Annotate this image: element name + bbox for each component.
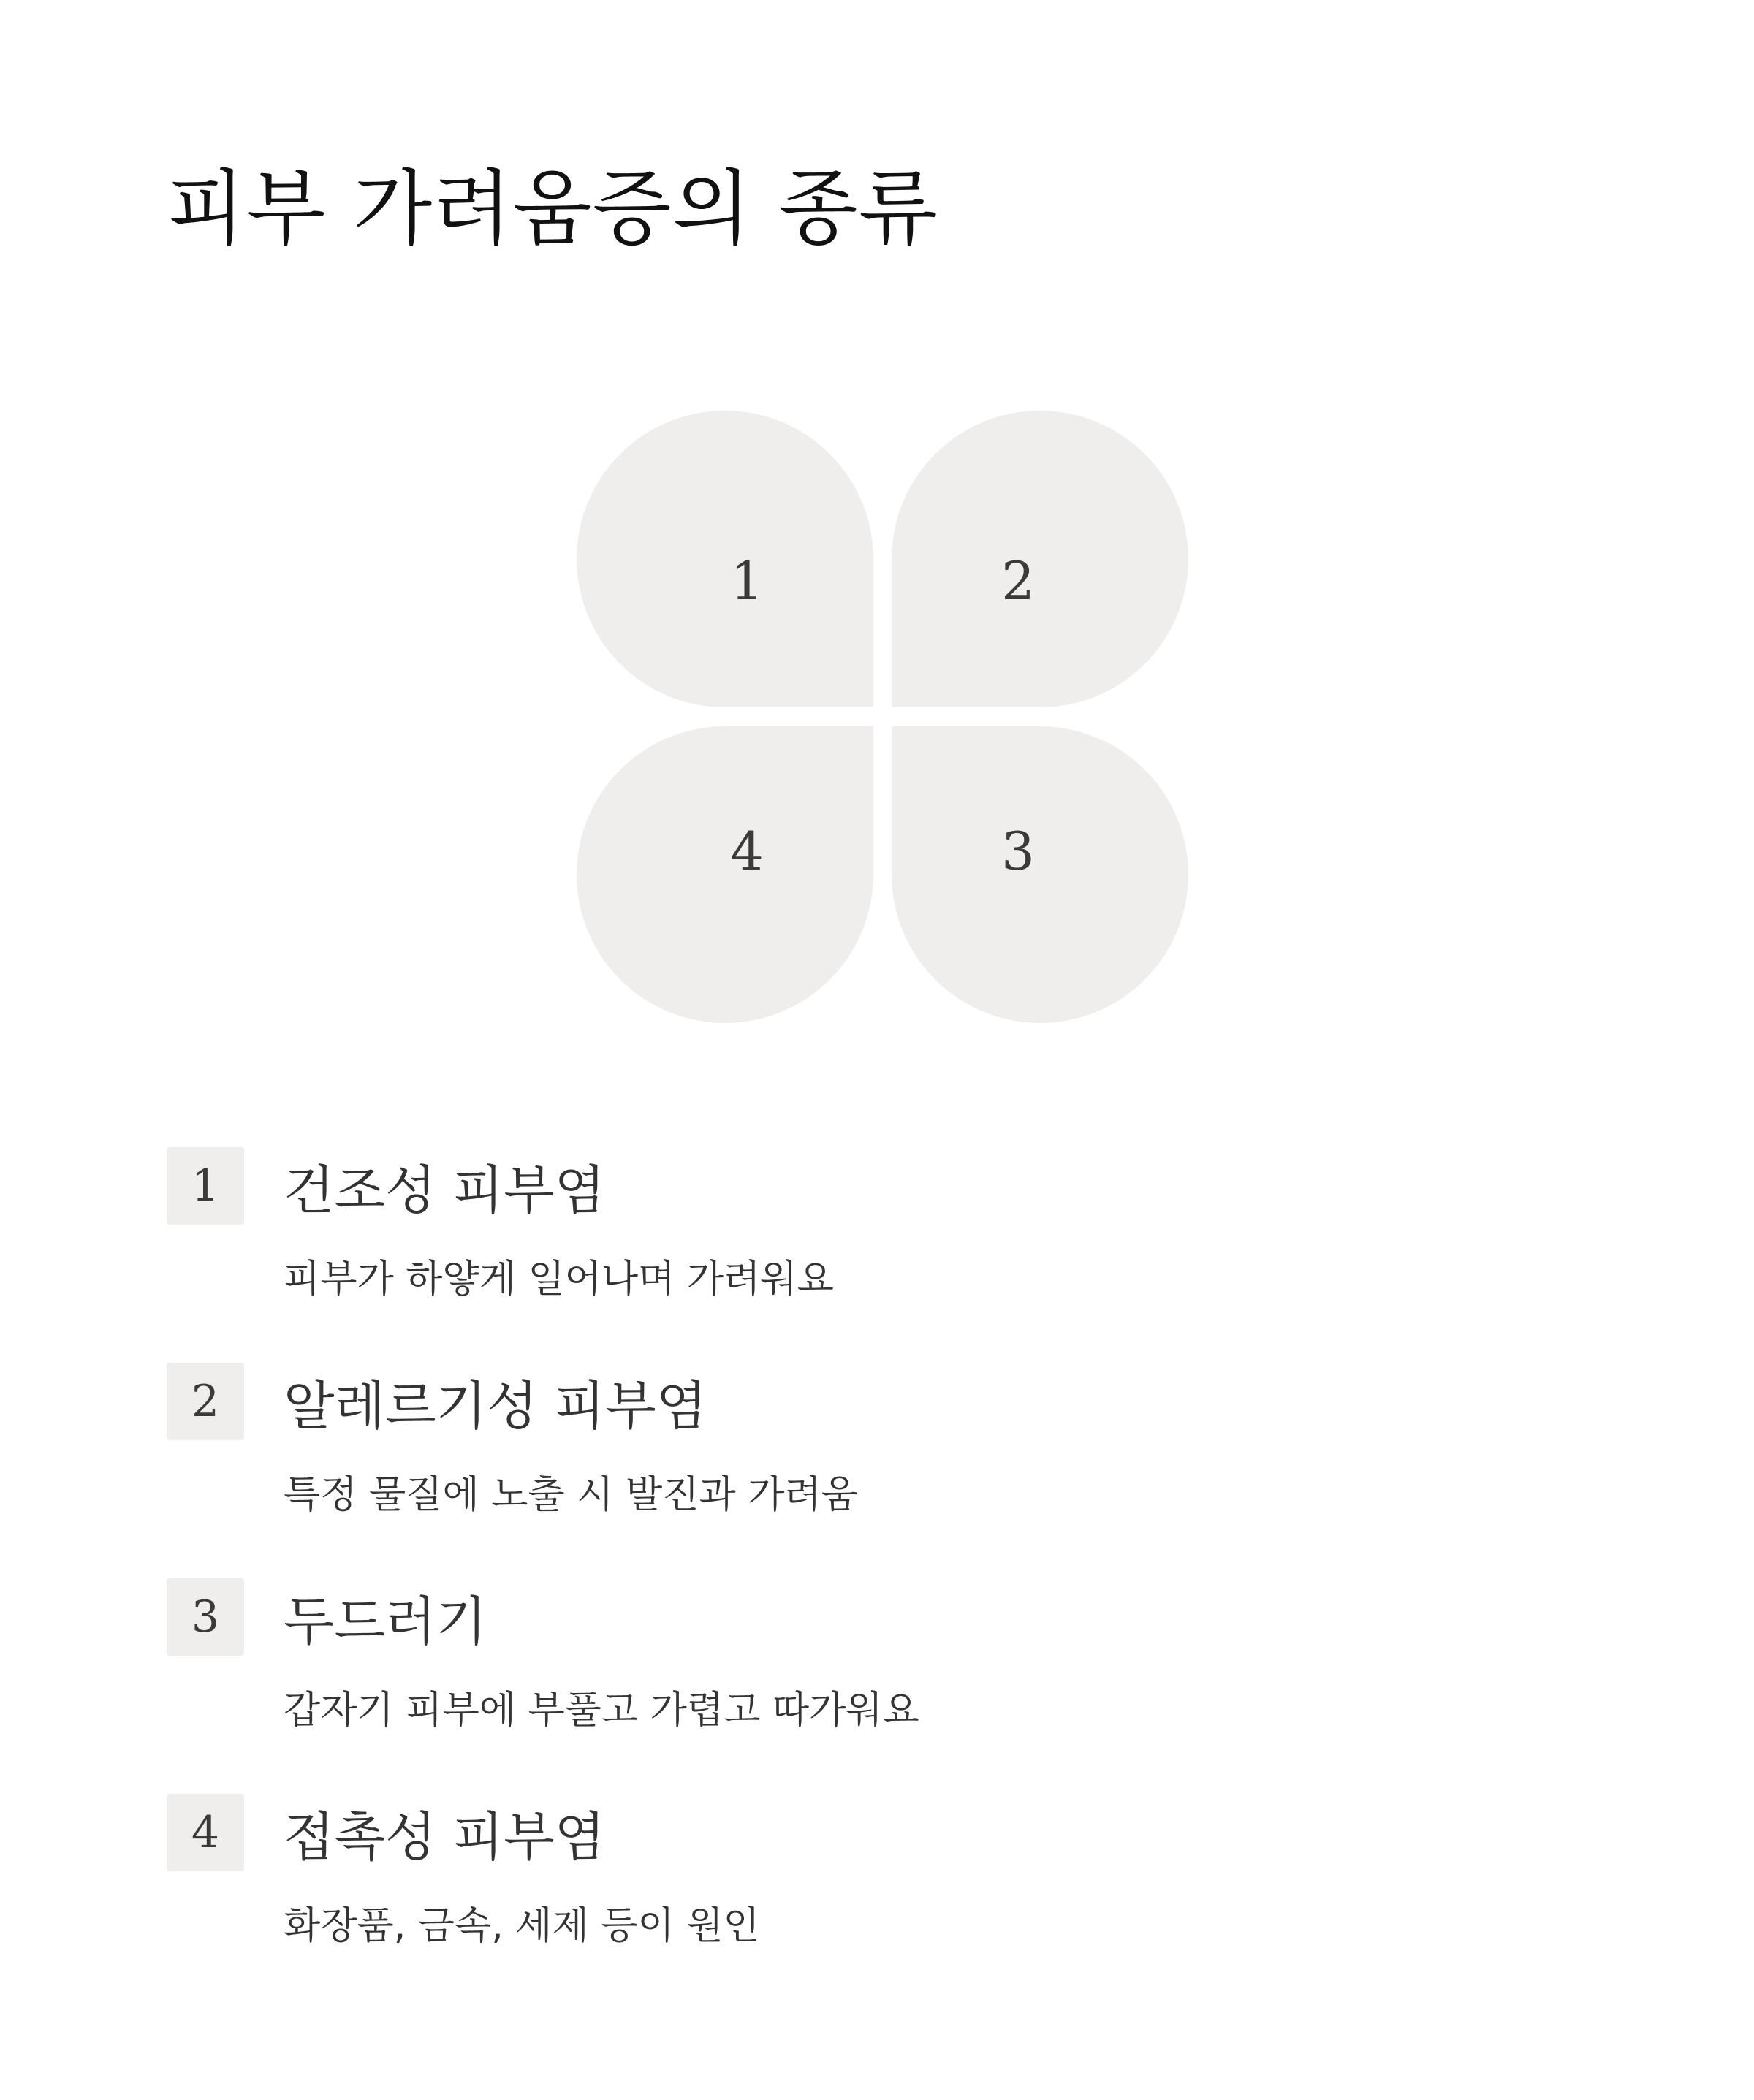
petal-1: [577, 411, 873, 707]
list-item: [167, 1147, 1555, 1308]
petal-label-4: 4: [730, 821, 764, 882]
list-item: [167, 1578, 1555, 1739]
item-title: 두드러기: [284, 1591, 487, 1652]
item-description: 특정 물질에 노출 시 발진과 가려움: [284, 1473, 858, 1517]
petal-3: [892, 726, 1188, 1023]
petal-label-3: 3: [1001, 821, 1035, 882]
item-number-badge: 4: [167, 1794, 244, 1871]
petal-4: [577, 726, 873, 1023]
item-number-badge: 2: [167, 1363, 244, 1440]
petal-2: [892, 411, 1188, 707]
page-title: 피부 가려움증의 종류: [167, 161, 938, 256]
item-number-badge: 3: [167, 1578, 244, 1656]
item-description: 화장품, 금속, 세제 등이 원인: [284, 1904, 760, 1948]
item-description: 피부가 하얗게 일어나며 가려워요: [284, 1258, 834, 1301]
item-title: 건조성 피부염: [284, 1160, 606, 1221]
item-description: 갑자기 피부에 부풀고 가렵고 따가워요: [284, 1689, 919, 1732]
petal-label-2: 2: [1001, 550, 1035, 612]
list-item: [167, 1363, 1555, 1523]
list-item: [167, 1794, 1555, 1955]
item-number-badge: 1: [167, 1147, 244, 1225]
item-title: 알레르기성 피부염: [284, 1375, 707, 1437]
petal-label-1: 1: [730, 550, 764, 612]
item-title: 접촉성 피부염: [284, 1806, 606, 1868]
